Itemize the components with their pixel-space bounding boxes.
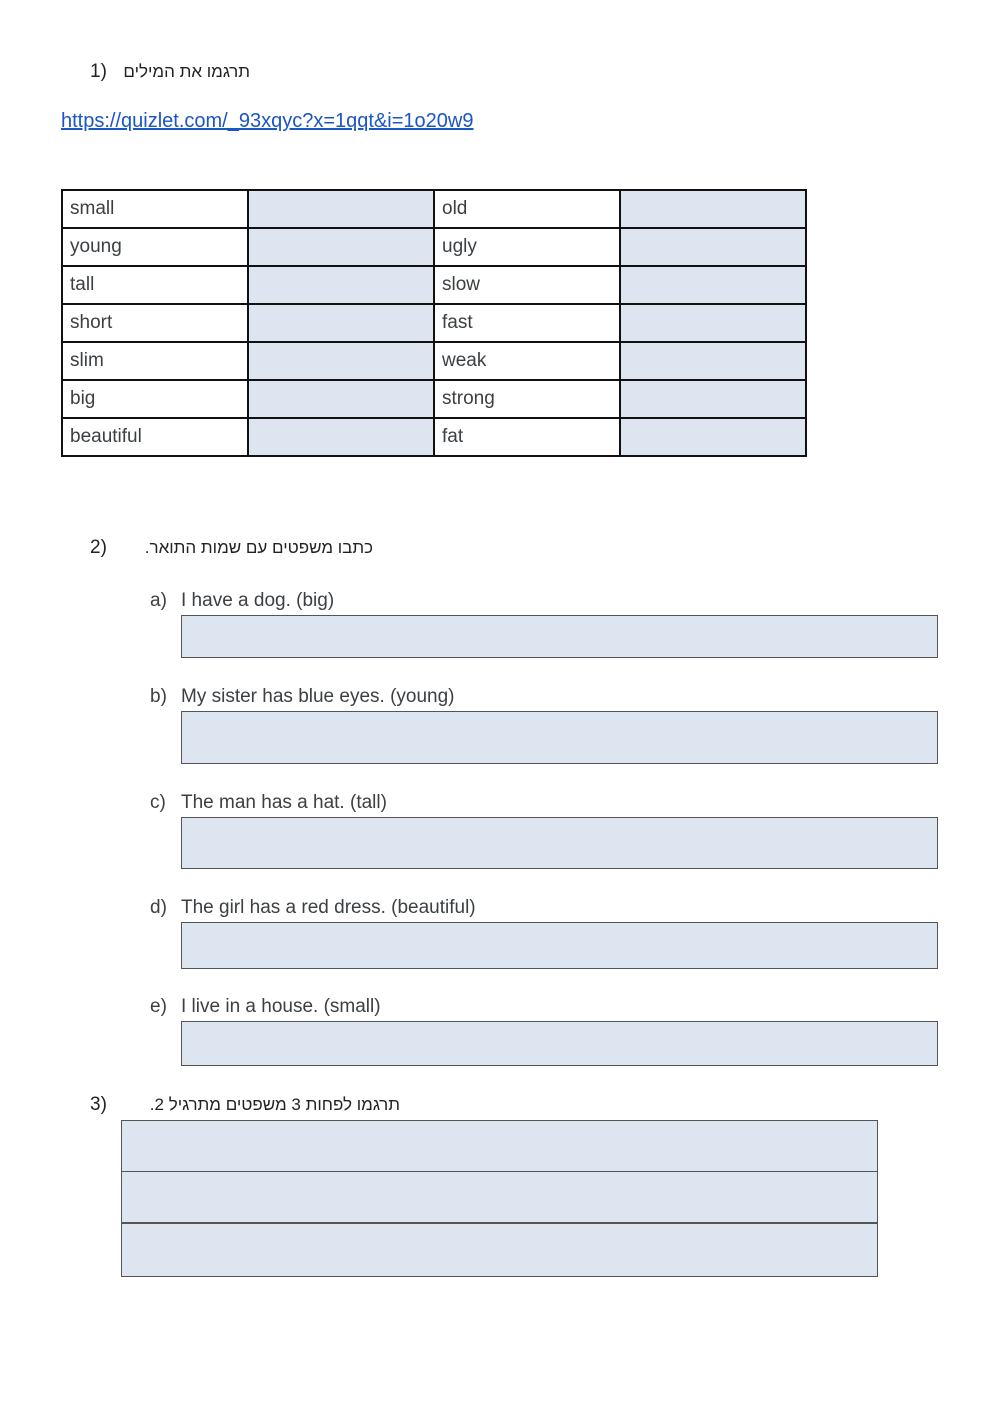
translation-input-cell[interactable] xyxy=(248,418,434,456)
translation-input-cell[interactable] xyxy=(620,228,806,266)
question-sentence-c: The man has a hat. (tall) xyxy=(181,792,387,813)
answer-box-a[interactable] xyxy=(181,615,938,658)
table-row xyxy=(62,190,806,228)
word-cell: slim xyxy=(62,342,248,380)
translation-input-cell[interactable] xyxy=(620,190,806,228)
translation-input[interactable] xyxy=(628,418,809,456)
word-cell: young xyxy=(62,228,248,266)
question-letter-e: e) xyxy=(150,996,167,1017)
translation-input-cell[interactable] xyxy=(248,228,434,266)
translation-input[interactable] xyxy=(628,266,809,304)
table-row xyxy=(62,380,806,418)
section-2-instruction: כתבו משפטים עם שמות התואר. xyxy=(144,538,373,557)
question-sentence-a: I have a dog. (big) xyxy=(181,590,335,611)
table-row xyxy=(62,418,806,456)
question-letter-a: a) xyxy=(150,590,167,611)
translation-input-cell[interactable] xyxy=(248,380,434,418)
word-cell: tall xyxy=(62,266,248,304)
question-sentence-b: My sister has blue eyes. (young) xyxy=(181,686,455,707)
translation-input[interactable] xyxy=(256,418,437,456)
quizlet-link[interactable]: https://quizlet.com/_93xqyc?x=1qqt&i=1o20w9 xyxy=(61,110,474,132)
word-cell: big xyxy=(62,380,248,418)
answer-box-b[interactable] xyxy=(181,711,938,764)
section-1-instruction: תרגמו את המילים xyxy=(123,62,250,81)
translation-input[interactable] xyxy=(628,380,809,418)
translation-input-cell[interactable] xyxy=(248,266,434,304)
word-cell: small xyxy=(62,190,248,228)
translation-input[interactable] xyxy=(628,228,809,266)
answer-box-c[interactable] xyxy=(181,817,938,869)
translation-input-cell[interactable] xyxy=(620,342,806,380)
translation-input-cell[interactable] xyxy=(620,380,806,418)
word-cell: old xyxy=(434,190,620,228)
translation-box-1[interactable] xyxy=(121,1120,878,1172)
word-cell: beautiful xyxy=(62,418,248,456)
translation-box-3[interactable] xyxy=(121,1223,878,1277)
word-cell: short xyxy=(62,304,248,342)
translation-input-cell[interactable] xyxy=(248,342,434,380)
vocabulary-table xyxy=(61,189,807,457)
question-sentence-e: I live in a house. (small) xyxy=(181,996,381,1017)
translation-input[interactable] xyxy=(256,266,437,304)
translation-box-2[interactable] xyxy=(121,1171,878,1223)
answer-box-d[interactable] xyxy=(181,922,938,969)
word-cell: fast xyxy=(434,304,620,342)
question-letter-d: d) xyxy=(150,897,167,918)
section-3-number: 3) xyxy=(90,1094,107,1115)
table-row xyxy=(62,266,806,304)
word-cell: strong xyxy=(434,380,620,418)
section-3-instruction: תרגמו לפחות 3 משפטים מתרגיל 2. xyxy=(149,1095,400,1114)
word-cell: weak xyxy=(434,342,620,380)
table-row xyxy=(62,304,806,342)
table-row xyxy=(62,342,806,380)
translation-input-cell[interactable] xyxy=(248,190,434,228)
answer-box-e[interactable] xyxy=(181,1021,938,1066)
word-cell: slow xyxy=(434,266,620,304)
translation-input-cell[interactable] xyxy=(248,304,434,342)
translation-input[interactable] xyxy=(628,342,809,380)
translation-input[interactable] xyxy=(628,190,809,228)
table-row xyxy=(62,228,806,266)
translation-input[interactable] xyxy=(256,380,437,418)
translation-input-cell[interactable] xyxy=(620,304,806,342)
question-letter-c: c) xyxy=(150,792,166,813)
question-letter-b: b) xyxy=(150,686,167,707)
translation-input[interactable] xyxy=(256,304,437,342)
translation-input[interactable] xyxy=(256,190,437,228)
translation-input-cell[interactable] xyxy=(620,266,806,304)
question-sentence-d: The girl has a red dress. (beautiful) xyxy=(181,897,476,918)
translation-input[interactable] xyxy=(628,304,809,342)
translation-input-cell[interactable] xyxy=(620,418,806,456)
section-1-number: 1) xyxy=(90,61,107,82)
word-cell: fat xyxy=(434,418,620,456)
word-cell: ugly xyxy=(434,228,620,266)
translation-input[interactable] xyxy=(256,342,437,380)
translation-input[interactable] xyxy=(256,228,437,266)
section-2-number: 2) xyxy=(90,537,107,558)
